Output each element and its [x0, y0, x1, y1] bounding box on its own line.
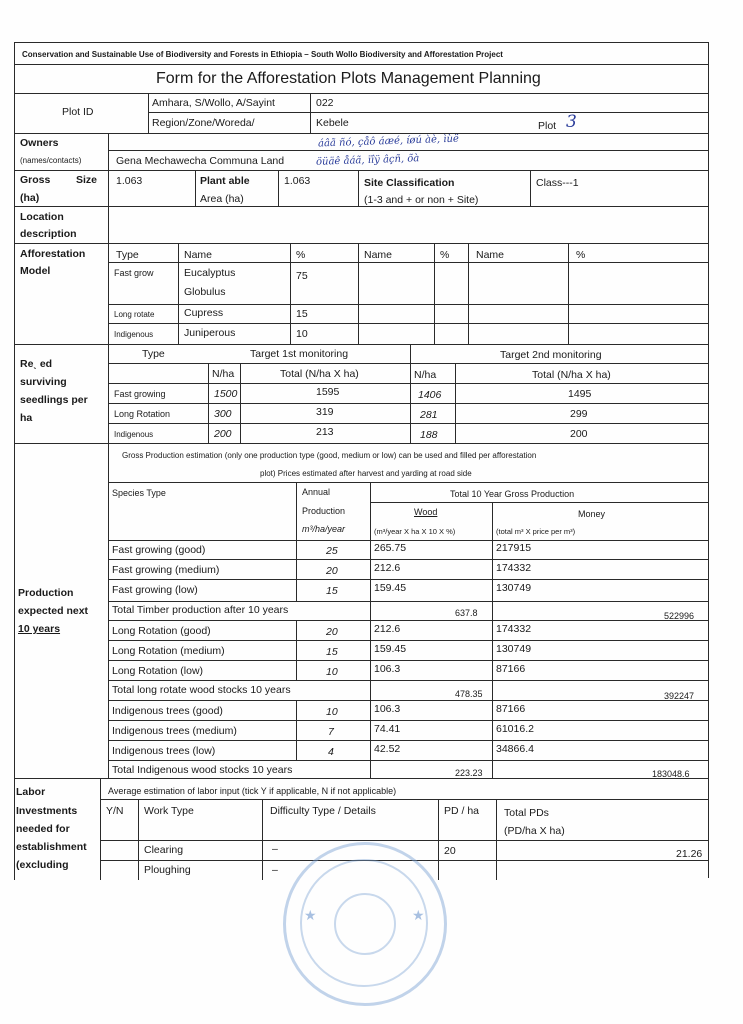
labor-label-5: (excluding [16, 859, 69, 871]
model-row-pct: 10 [296, 328, 308, 340]
seedlings-total-2: Total (N/ha X ha) [532, 369, 611, 381]
owners-handwritten-names: áâã ñó, çåô áæé, íøú àè, ìùë [317, 133, 460, 150]
model-col-pct-2: % [440, 249, 450, 261]
model-row-type: Fast grow [114, 268, 154, 278]
gross-size-label-1: Gross [20, 174, 51, 186]
production-row-money: 87166 [496, 703, 526, 715]
seedlings-label-1: Reˎ ed [20, 358, 53, 370]
model-col-pct-1: % [296, 249, 306, 261]
frame-top [14, 42, 708, 43]
gross-size-label-3: (ha) [20, 192, 40, 204]
location-label-1: Location [20, 211, 64, 223]
kebele-label: Kebele [316, 117, 349, 129]
seedlings-row-n2: 1406 [418, 389, 442, 401]
production-note-2: plot) Prices estimated after harvest and yarding at road side [260, 469, 472, 478]
production-row-species: Fast growing (low) [112, 584, 198, 596]
labor-label-2: Investments [16, 805, 78, 817]
seedlings-row-t1: 319 [316, 406, 334, 418]
production-total-money: 183048.6 [652, 769, 690, 779]
production-row-wood: 212.6 [374, 562, 401, 574]
seedlings-row-type: Indigenous [114, 430, 154, 439]
plantable-value: 1.063 [284, 175, 311, 187]
production-row-annual: 10 [326, 666, 338, 678]
owners-handwritten-contacts: öüäê åáã, ïîÿ âçñ, õà [315, 153, 420, 168]
labor-label-3: needed for [16, 823, 70, 835]
production-row-species: Indigenous trees (good) [112, 705, 223, 717]
labor-row-difficulty: – [272, 864, 278, 876]
stamp-emblem [334, 893, 396, 955]
production-label-3: 10 years [18, 623, 61, 635]
production-row-annual: 4 [328, 746, 334, 758]
region-label: Region/Zone/Woreda/ [152, 117, 255, 129]
seedlings-row-t2: 299 [570, 408, 588, 420]
location-label-2: description [20, 228, 77, 240]
production-row-species: Long Rotation (low) [112, 665, 204, 677]
seedlings-row-t1: 213 [316, 426, 334, 438]
production-total-label: Total Timber production after 10 years [112, 604, 289, 616]
production-row-money: 34866.4 [496, 743, 534, 755]
production-row-money: 174332 [496, 623, 532, 635]
site-class-label-2: (1-3 and + or non + Site) [364, 194, 479, 206]
production-row-money: 130749 [496, 643, 532, 655]
wood-header: Wood [414, 507, 438, 517]
labor-row-work: Clearing [144, 844, 184, 856]
seedlings-col-type: Type [142, 348, 165, 360]
labor-col-work: Work Type [144, 805, 194, 817]
model-col-pct-3: % [576, 249, 586, 261]
labor-row-total: 21.26 [676, 848, 703, 860]
seedlings-row-n1: 1500 [214, 388, 238, 400]
production-label-1: Production [18, 587, 74, 599]
production-total-label: Total Indigenous wood stocks 10 years [112, 764, 293, 776]
production-row-wood: 159.45 [374, 582, 407, 594]
production-row-annual: 15 [326, 646, 338, 658]
model-row-name: Juniperous [184, 327, 236, 339]
model-label-2: Model [20, 265, 51, 277]
seedlings-row-t2: 1495 [568, 388, 592, 400]
seedlings-target-2: Target 2nd monitoring [500, 349, 602, 361]
model-label-1: Afforestation [20, 248, 86, 260]
official-stamp [283, 842, 447, 1006]
production-row-species: Fast growing (good) [112, 544, 206, 556]
labor-note: Average estimation of labor input (tick Y if applicable, N if not applicable) [108, 786, 397, 796]
production-row-wood: 159.45 [374, 643, 407, 655]
production-row-species: Indigenous trees (medium) [112, 725, 237, 737]
labor-col-total-1: Total PDs [504, 807, 549, 819]
site-class-value: Class---1 [536, 177, 579, 189]
labor-col-pd: PD / ha [444, 805, 480, 817]
plantable-label-2: Area (ha) [200, 193, 244, 205]
labor-row-work: Ploughing [144, 864, 191, 876]
total10-header: Total 10 Year Gross Production [450, 489, 575, 499]
owners-sublabel: (names/contacts) [20, 156, 82, 165]
production-row-annual: 10 [326, 706, 338, 718]
seedlings-row-type: Long Rotation [114, 409, 171, 419]
gross-size-label-2: Size [76, 174, 98, 186]
money-unit: (total m³ X price per m³) [496, 527, 576, 536]
production-row-annual: 20 [326, 626, 338, 638]
production-total-wood: 223.23 [455, 768, 483, 778]
seedlings-row-n1: 300 [214, 408, 232, 420]
labor-row-pd: 20 [444, 845, 456, 857]
seedlings-row-n2: 281 [420, 409, 438, 421]
seedlings-target-1: Target 1st monitoring [250, 348, 349, 360]
annual-header-3: m³/ha/year [302, 524, 346, 534]
production-row-wood: 212.6 [374, 623, 401, 635]
production-row-wood: 74.41 [374, 723, 401, 735]
annual-header-1: Annual [302, 487, 331, 497]
frame-left [14, 42, 15, 880]
owners-label: Owners [20, 137, 59, 149]
production-row-money: 174332 [496, 562, 532, 574]
production-row-money: 87166 [496, 663, 526, 675]
annual-header-2: Production [302, 506, 346, 516]
model-row-pct: 75 [296, 270, 308, 282]
production-total-wood: 478.35 [455, 689, 483, 699]
form-title: Form for the Afforestation Plots Management Planning [156, 70, 541, 87]
model-row-type: Long rotate [114, 310, 155, 319]
seedlings-label-3: seedlings per [20, 394, 88, 406]
production-total-wood: 637.8 [455, 608, 478, 618]
model-row-name: Eucalyptus [184, 267, 236, 279]
region-value: Amhara, S/Wollo, A/Sayint [152, 97, 275, 109]
production-row-species: Indigenous trees (low) [112, 745, 216, 757]
species-type-header: Species Type [112, 488, 166, 498]
model-row-type: Indigenous [114, 330, 154, 339]
gross-size-value: 1.063 [116, 175, 143, 187]
wood-unit: (m³/year X ha X 10 X %) [374, 527, 456, 536]
production-label-2: expected next [18, 605, 89, 617]
model-row-name-cont: Globulus [184, 286, 226, 298]
seedlings-row-n2: 188 [420, 429, 438, 441]
site-class-label-1: Site Classification [364, 177, 455, 189]
seedlings-row-t1: 1595 [316, 386, 340, 398]
labor-row-difficulty: – [272, 843, 278, 855]
production-row-wood: 265.75 [374, 542, 407, 554]
seedlings-nha-2: N/ha [414, 369, 437, 381]
labor-label-4: establishment [16, 841, 87, 853]
production-total-money: 392247 [664, 691, 695, 701]
production-row-species: Fast growing (medium) [112, 564, 220, 576]
seedlings-label-2: surviving [20, 376, 67, 388]
seedlings-row-type: Fast growing [114, 389, 166, 399]
kebele-value: 022 [316, 97, 334, 109]
model-col-name-2: Name [364, 249, 393, 261]
model-row-pct: 15 [296, 308, 308, 320]
model-row-name: Cupress [184, 307, 224, 319]
production-total-money: 522996 [664, 611, 695, 621]
star-icon: ★ [304, 907, 317, 923]
production-note-1: Gross Production estimation (only one production type (good, medium or low) can be used and filled per afforestation [122, 451, 537, 460]
project-title: Conservation and Sustainable Use of Biodiversity and Forests in Ethiopia – South Wollo Biodiversity and Afforestation Project [22, 50, 503, 59]
model-col-name-3: Name [476, 249, 505, 261]
production-row-money: 61016.2 [496, 723, 534, 735]
production-row-money: 130749 [496, 582, 532, 594]
plot-id-label: Plot ID [62, 106, 94, 118]
production-row-wood: 106.3 [374, 663, 401, 675]
star-icon: ★ [412, 907, 425, 923]
production-row-species: Long Rotation (medium) [112, 645, 225, 657]
seedlings-nha-1: N/ha [212, 368, 235, 380]
labor-label-1: Labor [16, 786, 46, 798]
labor-col-total-2: (PD/ha X ha) [504, 825, 565, 837]
production-row-annual: 15 [326, 585, 338, 597]
labor-col-difficulty: Difficulty Type / Details [270, 805, 376, 817]
model-col-type: Type [116, 249, 139, 261]
production-row-annual: 7 [328, 726, 334, 738]
owners-value: Gena Mechawecha Communa Land [116, 155, 285, 167]
production-row-wood: 42.52 [374, 743, 401, 755]
model-col-name-1: Name [184, 249, 213, 261]
production-row-species: Long Rotation (good) [112, 625, 211, 637]
seedlings-total-1: Total (N/ha X ha) [280, 368, 359, 380]
production-row-wood: 106.3 [374, 703, 401, 715]
seedlings-label-4: ha [20, 412, 33, 424]
production-row-money: 217915 [496, 542, 532, 554]
production-total-label: Total long rotate wood stocks 10 years [112, 684, 291, 696]
money-header: Money [578, 509, 606, 519]
plot-label: Plot [538, 120, 557, 132]
plantable-label-1: Plant able [200, 175, 250, 187]
plot-number: 3 [566, 112, 577, 132]
production-row-annual: 25 [326, 545, 338, 557]
frame-right [708, 42, 709, 878]
seedlings-row-n1: 200 [214, 428, 232, 440]
seedlings-row-t2: 200 [570, 428, 588, 440]
labor-col-yn: Y/N [106, 805, 124, 817]
production-row-annual: 20 [326, 565, 338, 577]
